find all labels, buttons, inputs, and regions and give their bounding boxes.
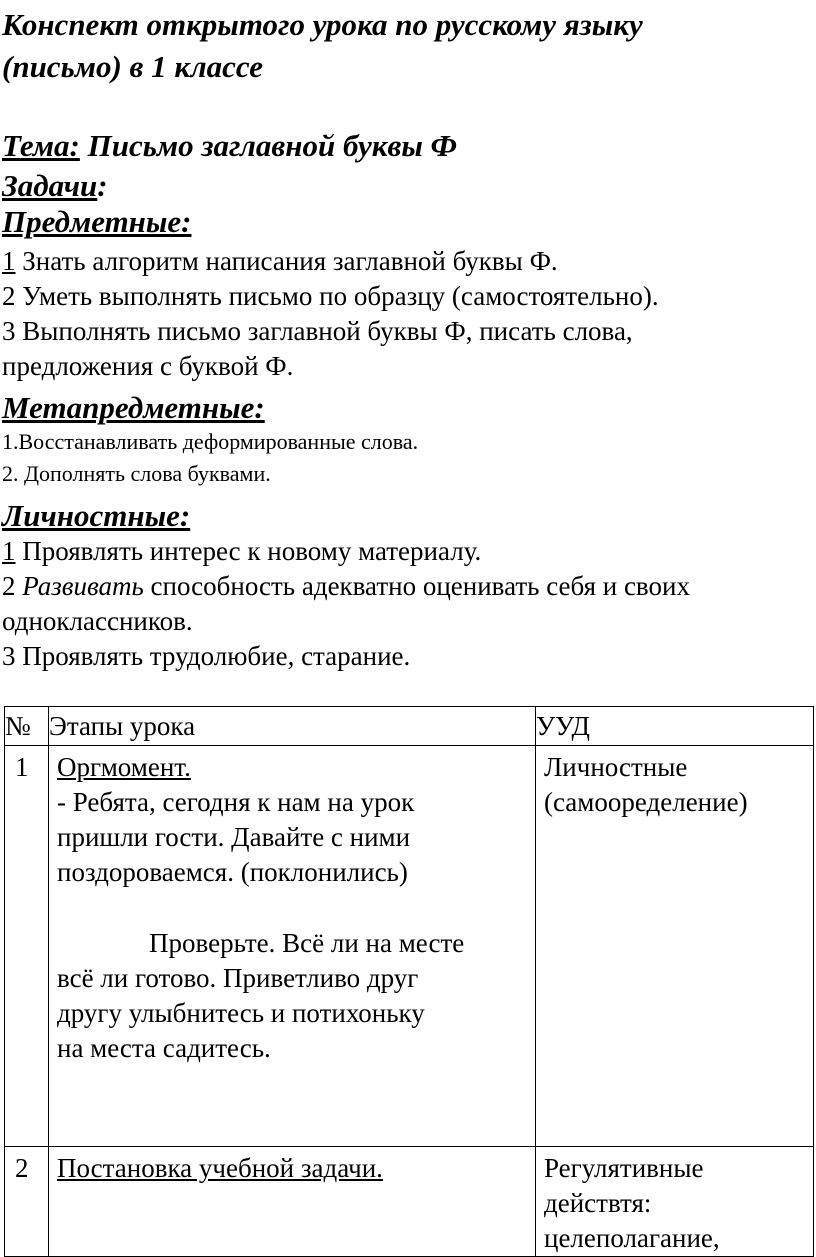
- meta-item-2: 2. Дополнять слова буквами.: [2, 461, 271, 486]
- stage-line: всё ли готово. Приветливо друг: [57, 963, 419, 993]
- subject-item-number: 1: [2, 246, 16, 276]
- subject-heading: Предметные:: [2, 204, 192, 239]
- row-cell-uud: [536, 746, 814, 1147]
- row-cell-stage: [49, 746, 536, 1147]
- header-uud: УУД: [536, 707, 814, 746]
- subject-item-text: предложения с буквой Ф.: [2, 351, 294, 381]
- subject-item-number: 2: [2, 281, 16, 311]
- subject-item-3: [2, 314, 659, 349]
- row-cell-stage: [49, 1147, 536, 1257]
- uud-line: целеполагание,: [544, 1223, 720, 1253]
- stage-line: поздороваемся. (поклонились): [57, 857, 408, 887]
- stage-title: Постановка учебной задачи.: [57, 1153, 383, 1183]
- personal-item-3: 3 Проявлять трудолюбие, старание.: [2, 641, 411, 671]
- stage-line: другу улыбнитесь и потихоньку: [57, 998, 425, 1028]
- uud-content: [536, 746, 813, 820]
- subject-item-text: Знать алгоритм написания заглавной буквы Ф.: [15, 246, 558, 276]
- row-cell-number: [5, 746, 49, 1147]
- stage-line: - Ребята, сегодня к нам на урок: [57, 787, 415, 817]
- subject-item-1: [2, 244, 659, 279]
- personal-heading: Личностные:: [2, 498, 191, 533]
- subject-item-3-cont: [2, 349, 659, 384]
- stage-line: Проверьте. Всё ли на месте: [149, 928, 465, 958]
- row-number: 2: [15, 1153, 29, 1183]
- personal-item-1: [2, 534, 690, 569]
- header-number: №: [5, 707, 49, 746]
- lesson-table: [4, 706, 814, 1257]
- title-line-1: Конспект открытого урока по русскому языку: [2, 7, 643, 42]
- personal-item-2: [2, 569, 690, 604]
- meta-heading: Метапредметные:: [2, 390, 265, 425]
- tasks-label: Задачи: [2, 168, 98, 203]
- uud-line: действтя:: [544, 1188, 652, 1218]
- table-row: [5, 1147, 814, 1257]
- uud-line: Личностные: [544, 752, 688, 782]
- header-stages: Этапы урока: [49, 707, 536, 746]
- subject-list: [2, 244, 659, 384]
- topic-heading: [2, 124, 457, 168]
- personal-item-number: 2: [2, 571, 23, 601]
- stage-content: [49, 746, 535, 1066]
- stage-line: пришли гости. Давайте с ними: [57, 822, 411, 852]
- personal-item-text: способность адекватно оценивать себя и своих: [143, 571, 690, 601]
- meta-list: [2, 426, 418, 490]
- row-number: 1: [15, 752, 29, 782]
- subject-item-2: [2, 279, 659, 314]
- table-row: [5, 746, 814, 1147]
- subject-item-text: Уметь выполнять письмо по образцу (самостоятельно).: [15, 281, 659, 311]
- subject-item-number: 3: [2, 316, 16, 346]
- document-title: [2, 4, 802, 88]
- table-header-row: [5, 707, 814, 746]
- subject-item-text: Выполнять письмо заглавной буквы Ф, писать слова,: [15, 316, 633, 346]
- uud-line: Регулятивные: [544, 1153, 704, 1183]
- meta-item-1: 1.Восстанавливать деформированные слова.: [2, 429, 419, 454]
- stage-spacer: [57, 890, 535, 926]
- topic-label: Тема:: [2, 128, 80, 163]
- uud-content: [536, 1147, 813, 1256]
- uud-line: (самооределение): [544, 787, 748, 817]
- title-line-2: (письмо) в 1 классе: [2, 49, 264, 84]
- stage-line: на места садитесь.: [57, 1033, 271, 1063]
- personal-item-number: 1: [2, 536, 16, 566]
- personal-list: [2, 534, 690, 674]
- stage-title: Оргмомент.: [57, 752, 191, 782]
- topic-text: Письмо заглавной буквы Ф: [79, 128, 457, 163]
- tasks-colon: :: [97, 168, 108, 203]
- personal-item-text: Проявлять интерес к новому материалу.: [15, 536, 482, 566]
- stage-content: [49, 1147, 535, 1186]
- row-cell-uud: [536, 1147, 814, 1257]
- personal-item-italic: Развивать: [22, 571, 144, 601]
- row-cell-number: [5, 1147, 49, 1257]
- personal-item-2-cont: одноклассников.: [2, 606, 193, 636]
